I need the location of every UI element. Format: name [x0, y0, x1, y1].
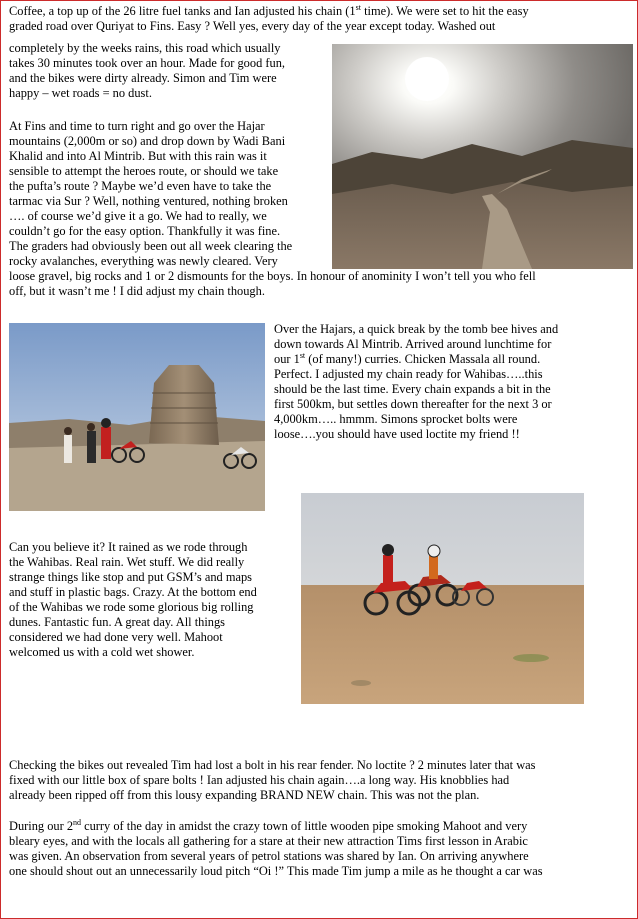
- text-line: Checking the bikes out revealed Tim had lost a bolt in his rear fender. No loctite ? 2 minutes later that was: [9, 758, 536, 772]
- text-line: happy – wet roads = no dust.: [9, 86, 152, 100]
- text-line: Over the Hajars, a quick break by the tomb bee hives and: [274, 322, 559, 336]
- text-line: sensible to attempt the heroes route, or should we take: [9, 164, 279, 178]
- text-line: couldn’t go for the easy option. Thankfully it was fine.: [9, 224, 281, 238]
- superscript: st: [355, 2, 361, 12]
- text-line: dunes. Fantastic fun. A great day. All things: [9, 615, 226, 629]
- text-line: strange things like stop and put GSM’s and maps: [9, 570, 252, 584]
- superscript: st: [299, 350, 306, 360]
- text-line: loose….you should have used loctite my friend !!: [274, 427, 520, 441]
- text-line: of the Wahibas we rode some glorious big rolling: [9, 600, 254, 614]
- paragraph-6: [9, 819, 631, 879]
- text-line: completely by the weeks rains, this road which usually: [9, 41, 281, 55]
- text-line: tarmac via Sur ? Well, nothing ventured, nothing broken: [9, 194, 288, 208]
- text-line: one should shout out an unnecessarily loud pitch “Oi !” This made Tim jump a mile as he thought a car was: [9, 864, 543, 878]
- text-line: off, but it wasn’t me ! I did adjust my chain though.: [9, 284, 265, 298]
- text-line: takes 30 minutes took over an hour. Made for good fun,: [9, 56, 285, 70]
- text-line: (of many!) curries. Chicken Massala all round.: [305, 352, 541, 366]
- text-line: graded road over Quriyat to Fins. Easy ? Well yes, every day of the year except today. Washed out: [9, 19, 496, 33]
- photo-valley-road: [332, 44, 633, 269]
- paragraph-2: [9, 119, 329, 269]
- superscript: nd: [73, 817, 82, 827]
- text-line: mountains (2,000m or so) and drop down by Wadi Bani: [9, 134, 286, 148]
- text-line: welcomed us with a cold wet shower.: [9, 645, 195, 659]
- paragraph-2-continued: [9, 269, 631, 299]
- paragraph-3: [274, 322, 634, 442]
- text-line: …. of course we’d give it a go. We had to really, we: [9, 209, 267, 223]
- text-line: first 500km, but settles down thereafter for the next 3 or: [274, 397, 552, 411]
- photo-desert-bikes: [301, 493, 584, 704]
- paragraph-1-intro: [9, 4, 631, 34]
- text-line: bleary eyes, and with the locals all gathering for a stare at their new attraction Tims first lesson in Arabic: [9, 834, 528, 848]
- text-line: The graders had obviously been out all week clearing the: [9, 239, 293, 253]
- text-line: already been ripped off from this lousy expanding BRAND NEW chain. This was not the plan.: [9, 788, 480, 802]
- photo-beehive-tomb: [9, 323, 265, 511]
- text-line: curry of the day in amidst the crazy town of little wooden pipe smoking Mahoot and very: [81, 819, 528, 833]
- text-line: fixed with our little box of spare bolts ! Ian adjusted his chain again….a long way. His knobblies had: [9, 773, 510, 787]
- text-line: and stuff in plastic bags. Crazy. At the bottom end: [9, 585, 257, 599]
- text-line: rocky avalanches, everything was newly cleared. Very: [9, 254, 278, 268]
- text-line: During our 2: [9, 819, 74, 833]
- text-line: the pufta’s route ? Maybe we’d even have to take the: [9, 179, 272, 193]
- text-line: 4,000km….. hmmm. Simons sprocket bolts were: [274, 412, 518, 426]
- text-line: our 1: [274, 352, 300, 366]
- text-line: At Fins and time to turn right and go over the Hajar: [9, 119, 265, 133]
- text-line: and the bikes were dirty already. Simon and Tim were: [9, 71, 277, 85]
- paragraph-1-wrap: [9, 41, 329, 101]
- text-line: the Wahibas. Real rain. Wet stuff. We did really: [9, 555, 245, 569]
- text-line: Can you believe it? It rained as we rode through: [9, 540, 248, 554]
- text-line: Coffee, a top up of the 26 litre fuel tanks and Ian adjusted his chain (1: [9, 4, 356, 18]
- text-line: Perfect. I adjusted my chain ready for Wahibas…..this: [274, 367, 543, 381]
- text-line: should be the last time. Every chain expands a bit in the: [274, 382, 551, 396]
- text-line: time). We were set to hit the easy: [360, 4, 529, 18]
- text-line: considered we had done very well. Mahoot: [9, 630, 223, 644]
- text-line: Khalid and into Al Mintrib. But with this rain was it: [9, 149, 267, 163]
- paragraph-5: [9, 758, 631, 803]
- text-line: was given. An observation from several years of petrol stations was shared by Ian. On arriving anywhere: [9, 849, 529, 863]
- paragraph-4: [9, 540, 294, 660]
- text-line: down towards Al Mintrib. Arrived around lunchtime for: [274, 337, 552, 351]
- text-line: loose gravel, big rocks and 1 or 2 dismounts for the boys. In honour of anominity I won’t tell you who fell: [9, 269, 536, 283]
